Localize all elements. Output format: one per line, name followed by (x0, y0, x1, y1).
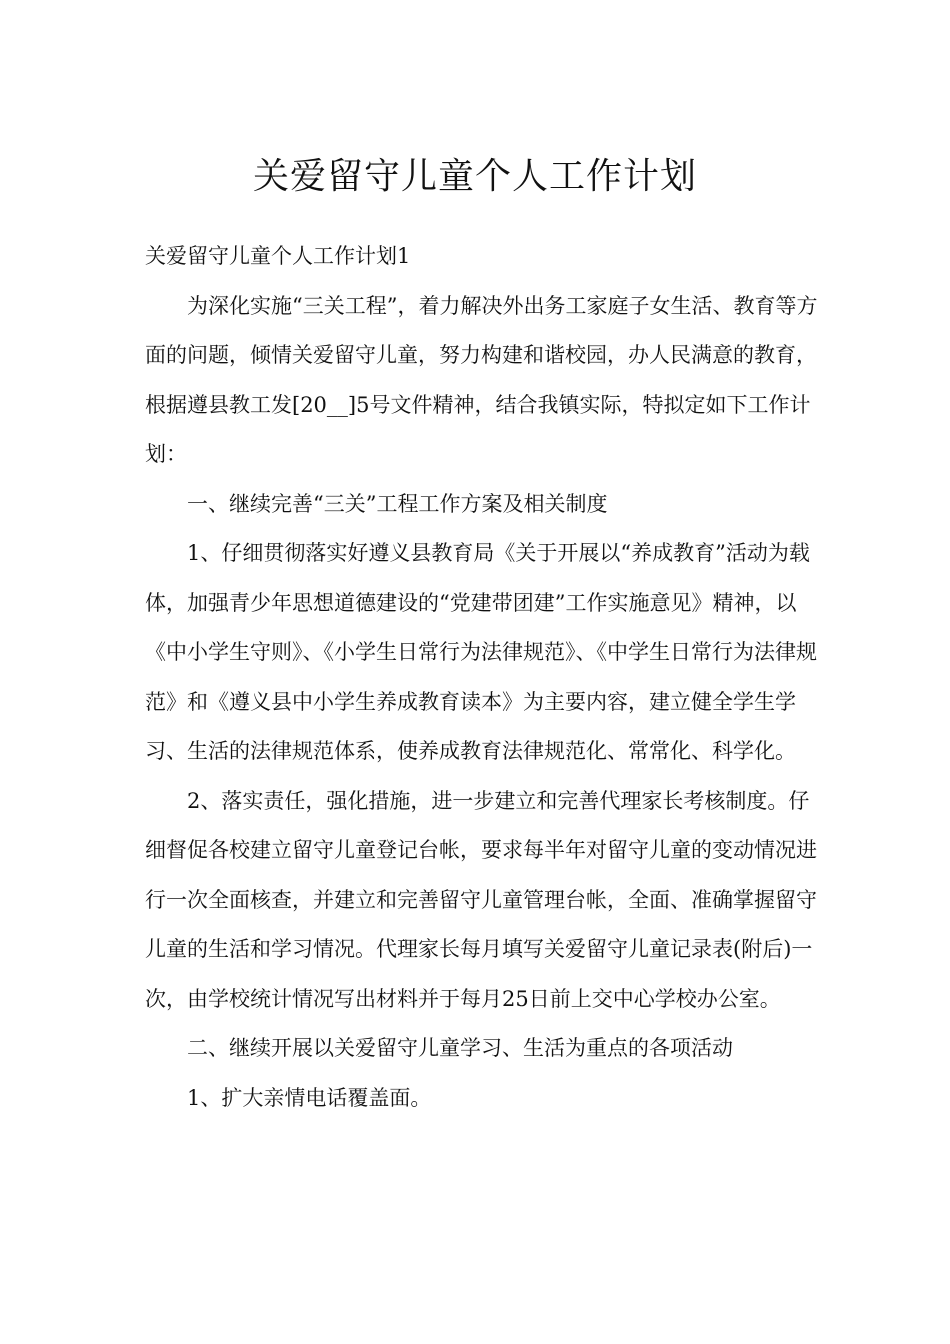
heading-part-one: 一、继续完善“三关”工程工作方案及相关制度 (187, 491, 608, 516)
section-heading: 关爱留守儿童个人工作计划1 (145, 244, 411, 268)
paragraph-intro: 为深化实施“三关工程”，着力解决外出务工家庭子女生活、教育等方面的问题，倾情关爱留守儿童，努力构建和谐校园，办人民满意的教育，根据遵县教工发[20__]5号文件精神，结合我镇实际，特拟定如下工作计划： (145, 293, 818, 466)
paragraph-item-2: 2、落实责任，强化措施，进一步建立和完善代理家长考核制度。仔细督促各校建立留守儿童登记台帐，要求每半年对留守儿童的变动情况进行一次全面核查，并建立和完善留守儿童管理台帐，全面、准确掌握留守儿童的生活和学习情况。代理家长每月填写关爱留守儿童记录表(附后)一次，由学校统计情况写出材料并于每月25日前上交中心学校办公室。 (145, 788, 817, 1011)
paragraph-item-1: 1、仔细贯彻落实好遵义县教育局《关于开展以“养成教育”活动为载体，加强青少年思想道德建设的“党建带团建”工作实施意见》精神，以《中小学生守则》、《小学生日常行为法律规范》、《中学生日常行为法律规范》和《遵义县中小学生养成教育读本》为主要内容，建立健全学生学习、生活的法律规范体系，使养成教育法律规范化、常常化、科学化。 (145, 541, 817, 763)
paragraph-item-3: 1、扩大亲情电话覆盖面。 (187, 1085, 432, 1110)
document-title: 关爱留守儿童个人工作计划 (252, 156, 697, 198)
document-body (145, 232, 825, 1123)
heading-part-two: 二、继续开展以关爱留守儿童学习、生活为重点的各项活动 (187, 1036, 733, 1060)
